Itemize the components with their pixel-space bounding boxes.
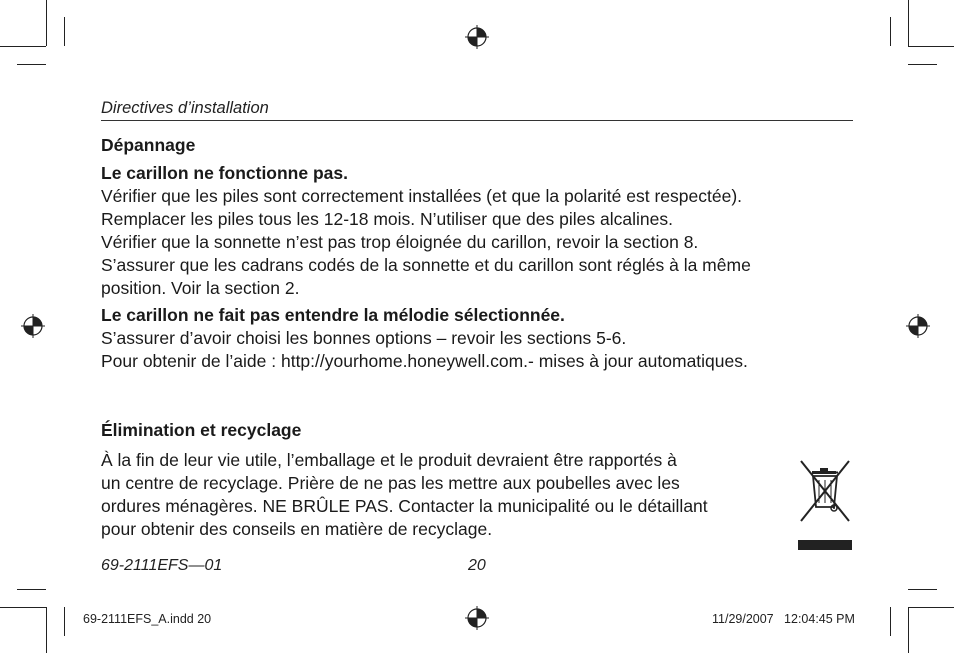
crop-mark (46, 0, 47, 46)
crop-mark (17, 64, 46, 65)
disposal-section (101, 419, 861, 541)
page-header: Directives d’installation (101, 98, 853, 121)
slug-file-name: 69-2111EFS_A.indd 20 (83, 612, 212, 626)
crop-mark (908, 589, 937, 590)
paragraph-line: ordures ménagères. NE BRÛLE PAS. Contacter la municipalité ou le détaillant (101, 496, 708, 516)
registration-mark-icon (906, 314, 930, 338)
crop-mark (0, 46, 46, 47)
crop-mark (908, 46, 954, 47)
crop-mark (908, 0, 909, 46)
registration-mark-icon (465, 25, 489, 49)
crop-mark (64, 17, 65, 46)
slug-timestamp: 11/29/2007 12:04:45 PM (712, 612, 855, 626)
paragraph-line: Vérifier que la sonnette n’est pas trop éloignée du carillon, revoir la section 8. (101, 232, 699, 252)
paragraph-line: un centre de recyclage. Prière de ne pas les mettre aux poubelles avec les (101, 473, 680, 493)
crop-mark (0, 607, 46, 608)
paragraph-line: S’assurer que les cadrans codés de la sonnette et du carillon sont réglés à la même (101, 255, 751, 275)
section-title: Élimination et recyclage (101, 420, 302, 440)
section-title: Dépannage (101, 135, 196, 155)
troubleshooting-section (101, 134, 861, 373)
crop-mark (890, 607, 891, 636)
crop-mark (890, 17, 891, 46)
paragraph-line: À la fin de leur vie utile, l’emballage et le produit devraient être rapportés à (101, 450, 677, 470)
paragraph-line: Remplacer les piles tous les 12-18 mois. N’utiliser que des piles alcalines. (101, 209, 673, 229)
crop-mark (908, 607, 954, 608)
document-code: 69-2111EFS—01 (101, 557, 223, 574)
issue-title: Le carillon ne fonctionne pas. (101, 163, 348, 183)
registration-mark-icon (21, 314, 45, 338)
crop-mark (17, 589, 46, 590)
paragraph-line: position. Voir la section 2. (101, 278, 300, 298)
paragraph-line: Vérifier que les piles sont correctement installées (et que la polarité est respectée). (101, 186, 743, 206)
crop-mark (64, 607, 65, 636)
paragraph-line: S’assurer d’avoir choisi les bonnes options – revoir les sections 5-6. (101, 328, 627, 348)
issue-title: Le carillon ne fait pas entendre la mélodie sélectionnée. (101, 305, 565, 325)
page-number: 20 (468, 557, 486, 574)
crop-mark (908, 607, 909, 653)
crop-mark (46, 607, 47, 653)
crop-mark (908, 64, 937, 65)
paragraph-line: pour obtenir des conseils en matière de recyclage. (101, 519, 493, 539)
paragraph-line: Pour obtenir de l’aide : http://yourhome.honeywell.com.- mises à jour automatiques. (101, 351, 748, 371)
crossed-out-wheelie-bin-icon (798, 458, 852, 550)
registration-mark-icon (465, 606, 489, 630)
